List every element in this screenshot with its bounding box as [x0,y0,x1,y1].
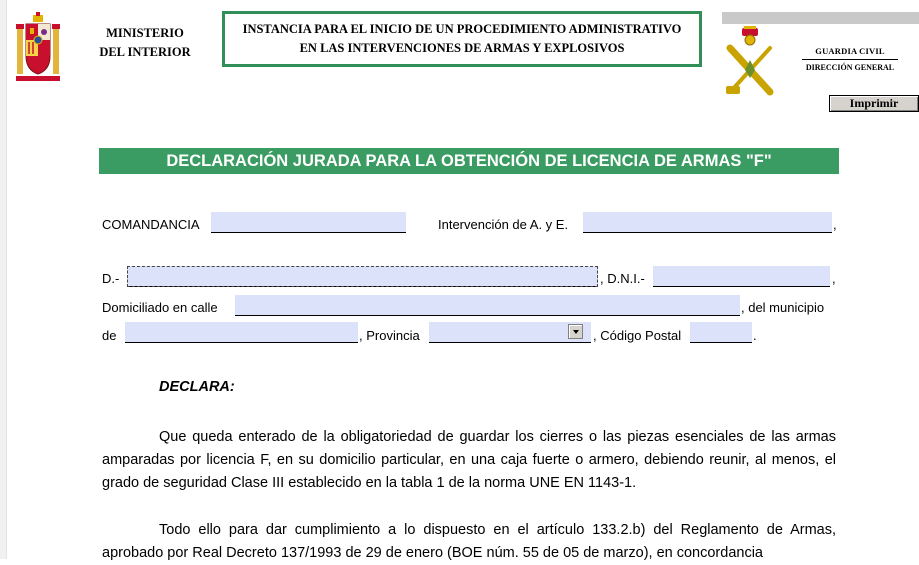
cp-label: , Código Postal [593,328,682,343]
guardia-civil-divider [802,59,898,60]
municipio-label: , del municipio [741,300,825,315]
guardia-civil-title: GUARDIA CIVIL [815,46,885,56]
declara-heading: DECLARA: [159,379,235,395]
intervencion-label: Intervención de A. y E. [438,217,569,232]
page-left-edge [0,0,7,559]
dni-input[interactable] [653,266,830,287]
dni-label: , D.N.I.- [600,271,645,286]
instance-title-line-1: INSTANCIA PARA EL INICIO DE UN PROCEDIMIENTO ADMINISTRATIVO [242,22,682,36]
declaration-paragraph-1: Que queda enterado de la obligatoriedad de guardar los cierres o las piezas esenciales de las armas amparadas por licencia F, en su domicilio particular, en una caja fuerte o armero, debiendo reunir, al menos, el grado de seguridad Clase III establecido en la tabla 1 de la norma UNE EN 1143-1. [102,429,836,491]
declaration-title-banner: DECLARACIÓN JURADA PARA LA OBTENCIÓN DE LICENCIA DE ARMAS "F" [99,148,839,174]
declaration-paragraph-2: Todo ello para dar cumplimiento a lo dispuesto en el artículo 133.2.b) del Reglamento de Armas, aprobado por Real Decreto 137/1993 de 29 de enero (BOE núm. 55 de 05 de marzo), en concordancia [102,522,836,561]
de-label: de [102,328,117,343]
guardia-civil-emblem-icon [724,26,776,98]
domicilio-label: Domiciliado en calle [102,300,218,315]
instance-title-box [222,11,702,67]
provincia-select[interactable] [429,322,591,343]
comandancia-input[interactable] [211,212,406,233]
chevron-down-icon[interactable] [568,324,583,339]
comma-row1: , [833,217,837,232]
ministry-line-2: DEL INTERIOR [99,45,191,59]
postal-code-input[interactable] [690,322,752,343]
d-label: D.- [102,271,120,286]
spain-coat-of-arms-icon [16,12,60,82]
intervencion-input[interactable] [583,212,832,233]
period-row4: . [753,328,757,343]
provincia-label: , Provincia [359,328,420,343]
direccion-general-label: DIRECCIÓN GENERAL [805,63,895,72]
comma-row2: , [832,271,836,286]
comandancia-label: COMANDANCIA [102,217,200,232]
ministry-line-1: MINISTERIO [106,26,184,40]
street-input[interactable] [235,295,740,316]
print-button[interactable]: Imprimir [829,95,919,112]
header-grey-bar [722,12,919,24]
instance-title-line-2: EN LAS INTERVENCIONES DE ARMAS Y EXPLOSIVOS [299,41,625,55]
municipality-input[interactable] [125,322,358,343]
name-input[interactable] [127,266,598,287]
ministry-heading [96,24,194,62]
